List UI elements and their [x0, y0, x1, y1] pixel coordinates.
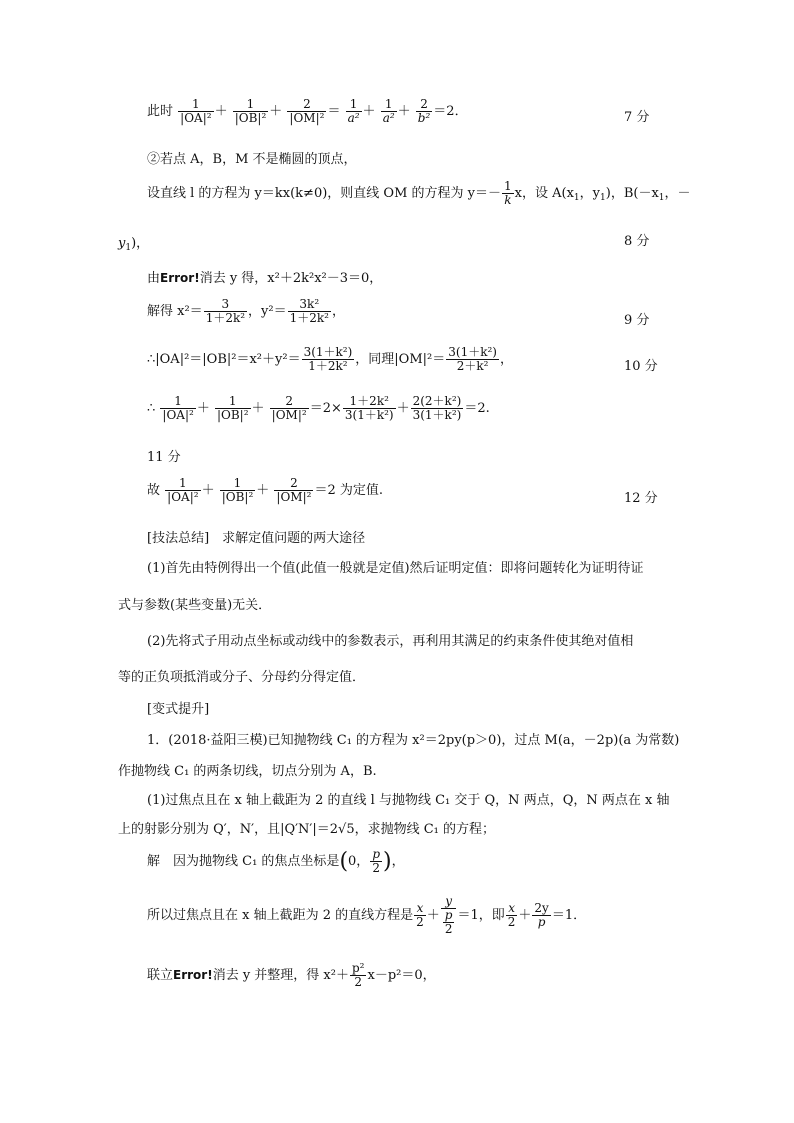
score-label: 8 分 — [624, 234, 650, 249]
fraction: $\frac{\text{p²}}{2}$ — [351, 961, 365, 989]
fraction: $\frac{x}{2}$ — [416, 901, 424, 929]
text: ，y — [579, 186, 601, 201]
text: 消去 y 并整理，得 x²＋ — [212, 968, 349, 983]
question-1b: 作抛物线 C₁ 的两条切线，切点分别为 A，B. — [118, 764, 377, 779]
question-2b: 上的射影分别为 Q′，N′，且|Q′N′|＝2√5，求抛物线 C₁ 的方程； — [118, 822, 496, 837]
text: ，－ — [664, 186, 691, 201]
score-line-11: 11 分 — [147, 450, 181, 465]
fraction: $\frac{1}{\text{|OA|²}}$ — [162, 394, 194, 422]
text-prefix: 此时 — [147, 104, 174, 119]
equation-line-1: 此时 $\frac{1}{\text{|OA|²}}$ ＋ $\frac{1}{\text{|OB|²}}$ ＋ $\frac{2}{\text{|OM|²}}$ ＝ $\frac{1}{\text{a²}}$ ＋ $\frac{1}{\text{a²}}$ ＋ $\frac{2}{\text{b²}}$ ＝2． — [147, 97, 468, 125]
score-label: 10 分 — [624, 359, 658, 374]
fraction: $\frac{\text{3k²}}{\text{1＋2k²}}$ — [289, 297, 329, 325]
text: 消去 y 得，x²＋2k²x²－3＝0， — [199, 271, 383, 286]
question-1a: 1．(2018·益阳三模)已知抛物线 C₁ 的方程为 x²＝2py(p＞0)，过点 M(a，－2p)(a 为常数) — [147, 733, 680, 748]
text: 设直线 l 的方程为 y＝kx(k≠0)，则直线 OM 的方程为 y＝－ — [147, 186, 502, 201]
solution-line-2: 所以过焦点且在 x 轴上截距为 2 的直线方程是 $\frac{x}{2}$ ＋ $\frac{y}{\frac{p}{2}}$ ＝1，即 $\frac{x}{2}$ ＋ $\frac{2y}{p}$ ＝1． — [147, 894, 587, 936]
fraction: $\frac{2}{\text{|OM|²}}$ — [276, 476, 312, 504]
fraction: $\frac{2}{\text{|OM|²}}$ — [271, 394, 307, 422]
text: ， — [499, 352, 513, 367]
fraction: $\frac{1}{\text{|OB|²}}$ — [234, 97, 267, 125]
text: ， — [391, 854, 405, 869]
text: ∴ — [147, 401, 156, 416]
text: ＝1，即 — [457, 908, 505, 923]
fraction: $\frac{2}{\text{|OM|²}}$ — [289, 97, 325, 125]
fraction: $\frac{1}{\text{a²}}$ — [347, 97, 360, 125]
text: 解得 x²＝ — [147, 304, 203, 319]
equation-line-5 — [147, 267, 382, 286]
text: 故 — [147, 483, 161, 498]
score-label: 12 分 — [624, 491, 658, 506]
text: )，B(－x — [605, 186, 659, 201]
equation-line-10: 故 $\frac{1}{\text{|OA|²}}$ ＋ $\frac{1}{\text{|OB|²}}$ ＋ $\frac{2}{\text{|OM|²}}$ ＝2 为定值. — [147, 476, 383, 504]
summary-p2b: 等的正负项抵消或分子、分母约分得定值． — [118, 670, 366, 685]
text: ∴|OA|²＝|OB|²＝x²＋y²＝ — [147, 352, 301, 367]
equation-line-8: ∴ $\frac{1}{\text{|OA|²}}$ ＋ $\frac{1}{\text{|OB|²}}$ ＋ $\frac{2}{\text{|OM|²}}$ ＝2× $\frac{\text{1＋2k²}}{\text{3(1＋k²)}}$ ＋ $\frac{\text{2(2＋k²)}}{\text{3(1＋k²)}}$ ＝2. — [147, 394, 490, 422]
fraction: $\frac{1}{\text{|OB|²}}$ — [216, 394, 249, 422]
text: )， — [131, 236, 150, 251]
text: ，同理|OM|²＝ — [355, 352, 446, 367]
equation-line-3: 设直线 l 的方程为 y＝kx(k≠0)，则直线 OM 的方程为 y＝－ $\frac{1}{k}$ x，设 $A(x_1$，$y_1$)，$B(-x_1$，－ — [147, 179, 691, 207]
text: ，y²＝ — [248, 304, 287, 319]
equation-line-6 — [147, 298, 345, 325]
text: ＝2. — [464, 401, 490, 416]
error-text: Error! — [173, 968, 213, 982]
fraction: $\frac{2y}{p}$ — [534, 901, 549, 929]
equation-line-7 — [147, 346, 513, 373]
text: ， — [331, 304, 345, 319]
score-label: 7 分 — [624, 110, 650, 125]
fraction: $\frac{1}{\text{|OA|²}}$ — [180, 97, 212, 125]
text: x，设 A(x — [514, 186, 574, 201]
fraction: $\frac{3}{\text{1＋2k²}}$ — [205, 297, 246, 325]
fraction: $\frac{\text{2(2＋k²)}}{\text{3(1＋k²)}}$ — [412, 394, 462, 422]
summary-p1b: 式与参数(某些变量)无关． — [118, 598, 272, 613]
error-text: Error! — [160, 271, 200, 285]
fraction: $\frac{p}{2}$ — [372, 847, 380, 875]
text: x－p²＝0， — [367, 968, 436, 983]
fraction: $\frac{y}{\frac{p}{2}}$ — [441, 895, 457, 936]
fraction: $\frac{x}{2}$ — [507, 901, 516, 929]
fraction: $\frac{1}{k}$ — [504, 179, 512, 207]
text: ＝2 为定值. — [314, 483, 383, 498]
text: 所以过焦点且在 x 轴上截距为 2 的直线方程是 — [147, 908, 414, 923]
question-2a: (1)过焦点且在 x 轴上截距为 2 的直线 l 与抛物线 C₁ 交于 Q，N 两点，Q，N 两点在 x 轴 — [147, 793, 670, 808]
text: 联立 — [147, 968, 174, 983]
fraction: $\frac{1}{\text{a²}}$ — [382, 97, 395, 125]
variant-heading: [变式提升] — [147, 702, 210, 717]
summary-heading: [技法总结] 求解定值问题的两大途径 — [147, 531, 366, 546]
fraction: $\frac{1}{\text{|OB|²}}$ — [221, 476, 254, 504]
text: 解 因为抛物线 C₁ 的焦点坐标是 — [147, 854, 340, 869]
fraction: $\frac{\text{1＋2k²}}{\text{3(1＋k²)}}$ — [344, 394, 394, 422]
text: ＝2× — [309, 401, 342, 416]
text: 由 — [147, 271, 161, 286]
equation-line-4: $y_1$)， — [118, 236, 150, 253]
solution-line-3 — [147, 962, 436, 989]
summary-p2a: (2)先将式子用动点坐标或动线中的参数表示，再利用其满足的约束条件使其绝对值相 — [147, 634, 634, 649]
solution-line-1: 解 因为抛物线 C₁ 的焦点坐标是(0， $\frac{p}{2}$ )， — [147, 847, 405, 875]
text: y — [118, 236, 126, 251]
fraction: $\frac{\text{3(1＋k²)}}{\text{2＋k²}}$ — [448, 345, 497, 373]
fraction: $\frac{2}{\text{b²}}$ — [417, 97, 431, 125]
text: ＝1． — [551, 908, 587, 923]
fraction: $\frac{1}{\text{|OA|²}}$ — [167, 476, 199, 504]
fraction: $\frac{\text{3(1＋k²)}}{\text{1＋2k²}}$ — [303, 345, 353, 373]
summary-p1a: (1)首先由特例得出一个值(此值一般就是定值)然后证明定值：即将问题转化为证明待证 — [147, 561, 644, 576]
case-2-text: ②若点 A，B，M 不是椭圆的顶点， — [147, 152, 357, 167]
score-label: 9 分 — [624, 313, 650, 328]
